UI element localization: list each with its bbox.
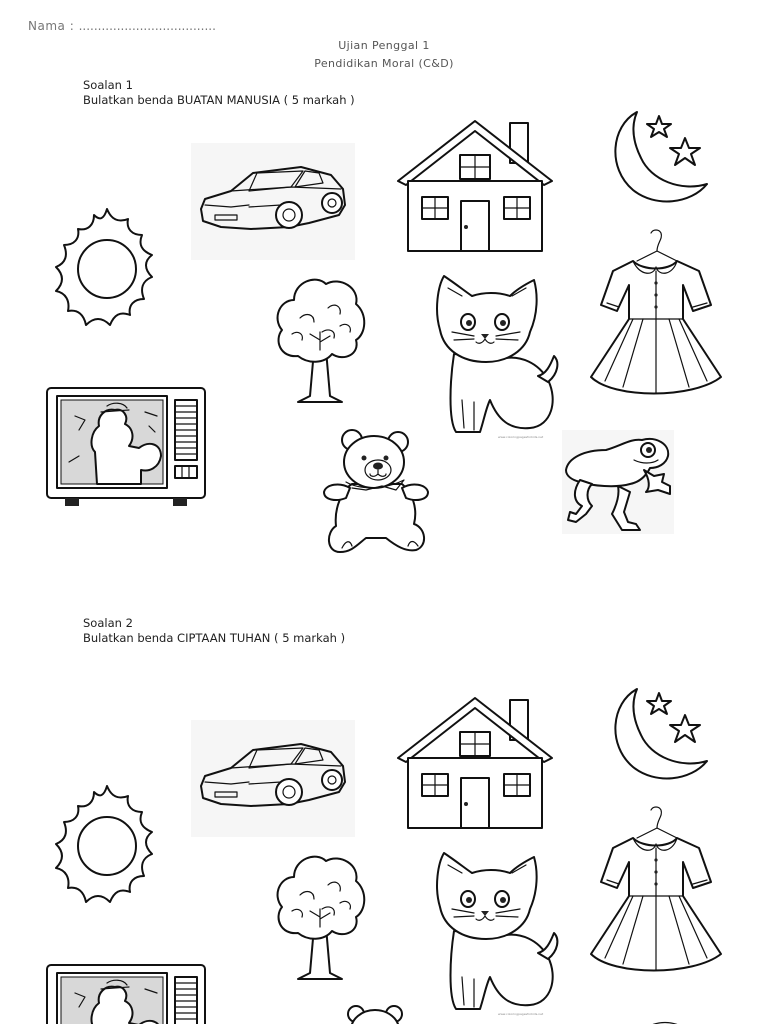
dress-icon: [583, 804, 725, 984]
teddy-bear-picture: [340, 1004, 410, 1024]
television-picture: [45, 963, 207, 1024]
car-picture: [191, 143, 355, 260]
dress-picture: [583, 804, 725, 984]
cat-icon: [426, 847, 560, 1017]
tree-icon: [270, 268, 370, 408]
moon-picture: [607, 104, 711, 208]
cat-picture: [426, 847, 560, 1017]
cat-icon: [426, 270, 560, 440]
worksheet-title: Ujian Penggal 1: [338, 39, 430, 52]
television-icon: [45, 963, 207, 1024]
tree-picture: [270, 845, 370, 985]
name-label: Nama :: [28, 19, 75, 33]
television-picture: [45, 386, 207, 510]
cat-picture: [426, 270, 560, 440]
car-icon: [191, 143, 355, 260]
sun-icon: [44, 205, 170, 343]
tree-icon: [270, 845, 370, 985]
teddy-bear-picture: [322, 428, 430, 556]
question-1-number: Soalan 1: [83, 78, 133, 92]
name-dots: ....................................: [78, 19, 216, 33]
dress-icon: [583, 227, 725, 407]
cat-credit: www.coloringpagesforkids.net: [498, 1012, 544, 1016]
television-icon: [45, 386, 207, 510]
house-icon: [394, 117, 556, 253]
worksheet-subtitle: Pendidikan Moral (C&D): [314, 57, 454, 70]
car-picture: [191, 720, 355, 837]
question-2-instruction: Bulatkan benda CIPTAAN TUHAN ( 5 markah ): [83, 631, 346, 645]
house-picture: [394, 117, 556, 253]
dress-picture: [583, 227, 725, 407]
frog-icon: [562, 430, 674, 534]
sun-icon: [44, 782, 170, 920]
frog-picture: [562, 430, 674, 534]
car-icon: [191, 720, 355, 837]
moon-and-stars-icon: [607, 104, 711, 208]
question-1: [83, 78, 355, 108]
teddy-bear-icon: [340, 1004, 410, 1024]
name-line: [28, 19, 216, 33]
sun-picture: [44, 782, 170, 920]
moon-and-stars-icon: [607, 681, 711, 785]
teddy-bear-icon: [322, 428, 430, 556]
question-1-instruction: Bulatkan benda BUATAN MANUSIA ( 5 markah ): [83, 93, 355, 107]
partial-picture: [640, 1014, 690, 1024]
moon-picture: [607, 681, 711, 785]
hanger-icon: [640, 1014, 690, 1024]
cat-credit: www.coloringpagesforkids.net: [498, 435, 544, 439]
house-icon: [394, 694, 556, 830]
tree-picture: [270, 268, 370, 408]
house-picture: [394, 694, 556, 830]
question-2-number: Soalan 2: [83, 616, 133, 630]
question-2: [83, 616, 345, 646]
sun-picture: [44, 205, 170, 343]
